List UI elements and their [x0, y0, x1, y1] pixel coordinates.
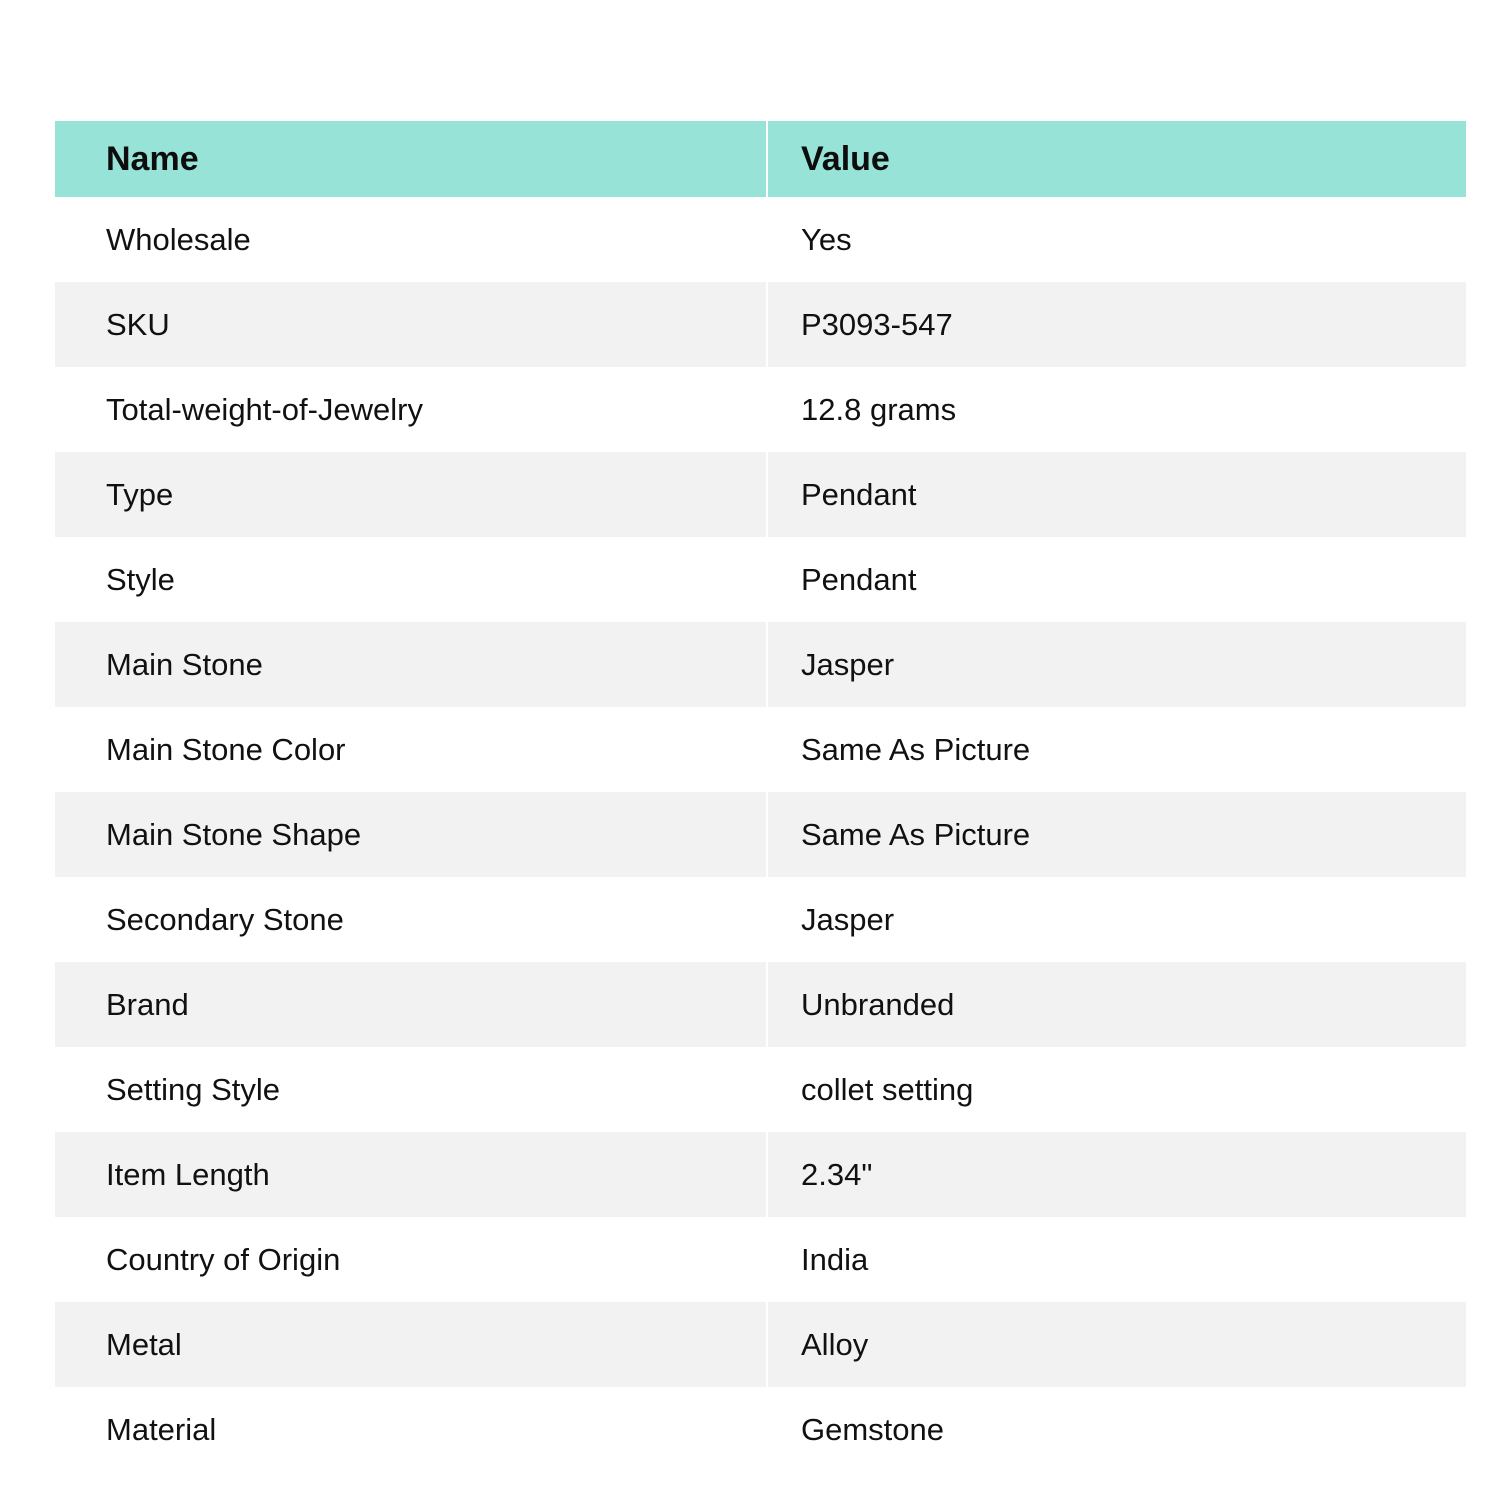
row-name: Secondary Stone — [55, 877, 766, 962]
row-name: Main Stone Shape — [55, 792, 766, 877]
table-row — [55, 622, 1466, 707]
table-row — [55, 1132, 1466, 1217]
table-row — [55, 282, 1466, 367]
row-value: Unbranded — [766, 962, 1466, 1047]
row-value: Alloy — [766, 1302, 1466, 1387]
row-value: Yes — [766, 197, 1466, 282]
table-row — [55, 962, 1466, 1047]
header-name: Name — [55, 121, 766, 197]
row-name: SKU — [55, 282, 766, 367]
row-value: Same As Picture — [766, 792, 1466, 877]
table-header-row — [55, 121, 1466, 197]
row-name: Item Length — [55, 1132, 766, 1217]
table-row — [55, 197, 1466, 282]
header-value: Value — [766, 121, 1466, 197]
table-row — [55, 452, 1466, 537]
row-value: Gemstone — [766, 1387, 1466, 1472]
table-row — [55, 877, 1466, 962]
row-name: Total-weight-of-Jewelry — [55, 367, 766, 452]
table-row — [55, 1217, 1466, 1302]
row-name: Style — [55, 537, 766, 622]
row-value: collet setting — [766, 1047, 1466, 1132]
table-row — [55, 367, 1466, 452]
row-value: Jasper — [766, 622, 1466, 707]
table-row — [55, 1302, 1466, 1387]
row-value: 2.34" — [766, 1132, 1466, 1217]
row-name: Main Stone — [55, 622, 766, 707]
row-name: Brand — [55, 962, 766, 1047]
table-row — [55, 1047, 1466, 1132]
row-name: Metal — [55, 1302, 766, 1387]
table-row — [55, 707, 1466, 792]
specifications-table — [55, 121, 1466, 1472]
row-value: P3093-547 — [766, 282, 1466, 367]
row-value: India — [766, 1217, 1466, 1302]
table-row — [55, 537, 1466, 622]
row-name: Type — [55, 452, 766, 537]
row-value: Pendant — [766, 537, 1466, 622]
row-name: Material — [55, 1387, 766, 1472]
row-value: Same As Picture — [766, 707, 1466, 792]
row-name: Main Stone Color — [55, 707, 766, 792]
row-value: 12.8 grams — [766, 367, 1466, 452]
row-value: Jasper — [766, 877, 1466, 962]
row-value: Pendant — [766, 452, 1466, 537]
table-row — [55, 792, 1466, 877]
row-name: Setting Style — [55, 1047, 766, 1132]
row-name: Wholesale — [55, 197, 766, 282]
table-row — [55, 1387, 1466, 1472]
row-name: Country of Origin — [55, 1217, 766, 1302]
